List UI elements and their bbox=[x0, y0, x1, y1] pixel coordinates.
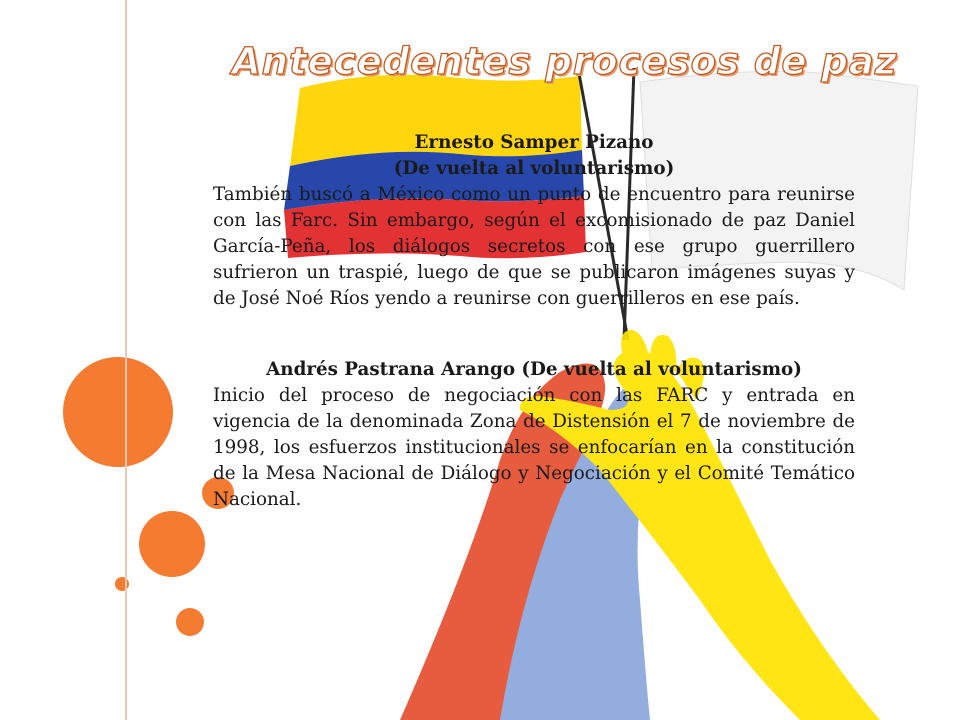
medium-orange-circle bbox=[139, 511, 205, 577]
slide-title: Antecedentes procesos de paz bbox=[232, 40, 898, 83]
large-orange-circle bbox=[63, 357, 173, 467]
left-accent-rule bbox=[125, 0, 127, 720]
section-heading: Andrés Pastrana Arango (De vuelta al voluntarismo) bbox=[266, 359, 802, 380]
section-heading bbox=[213, 130, 855, 182]
bottom-orange-circle bbox=[176, 608, 204, 636]
decorative-circles bbox=[63, 357, 234, 636]
slide-content bbox=[213, 130, 855, 513]
section-samper bbox=[213, 130, 855, 312]
section-body: También buscó a México como un punto de encuentro para reunirse con las Farc. Sin embargo, según el excomisionado de paz Daniel García-Peña, los diálogos secretos con ese grupo guerrillero sufrieron un traspié, luego de que se publicaron imágenes suyas y de José Noé Ríos yendo a reunirse con guerrilleros en ese país. bbox=[213, 184, 855, 309]
section-pastrana bbox=[213, 357, 855, 513]
section-body: Inicio del proceso de negociación con las FARC y entrada en vigencia de la denominada Zona de Distensión el 7 de noviembre de 1998, los esfuerzos institucionales se enfocarían en la constitución de la Mesa Nacional de Diálogo y Negociación y el Comité Temático Nacional. bbox=[213, 385, 855, 510]
section-heading-name: Ernesto Samper Pizano bbox=[414, 132, 654, 153]
section-subheading: (De vuelta al voluntarismo) bbox=[393, 158, 675, 179]
